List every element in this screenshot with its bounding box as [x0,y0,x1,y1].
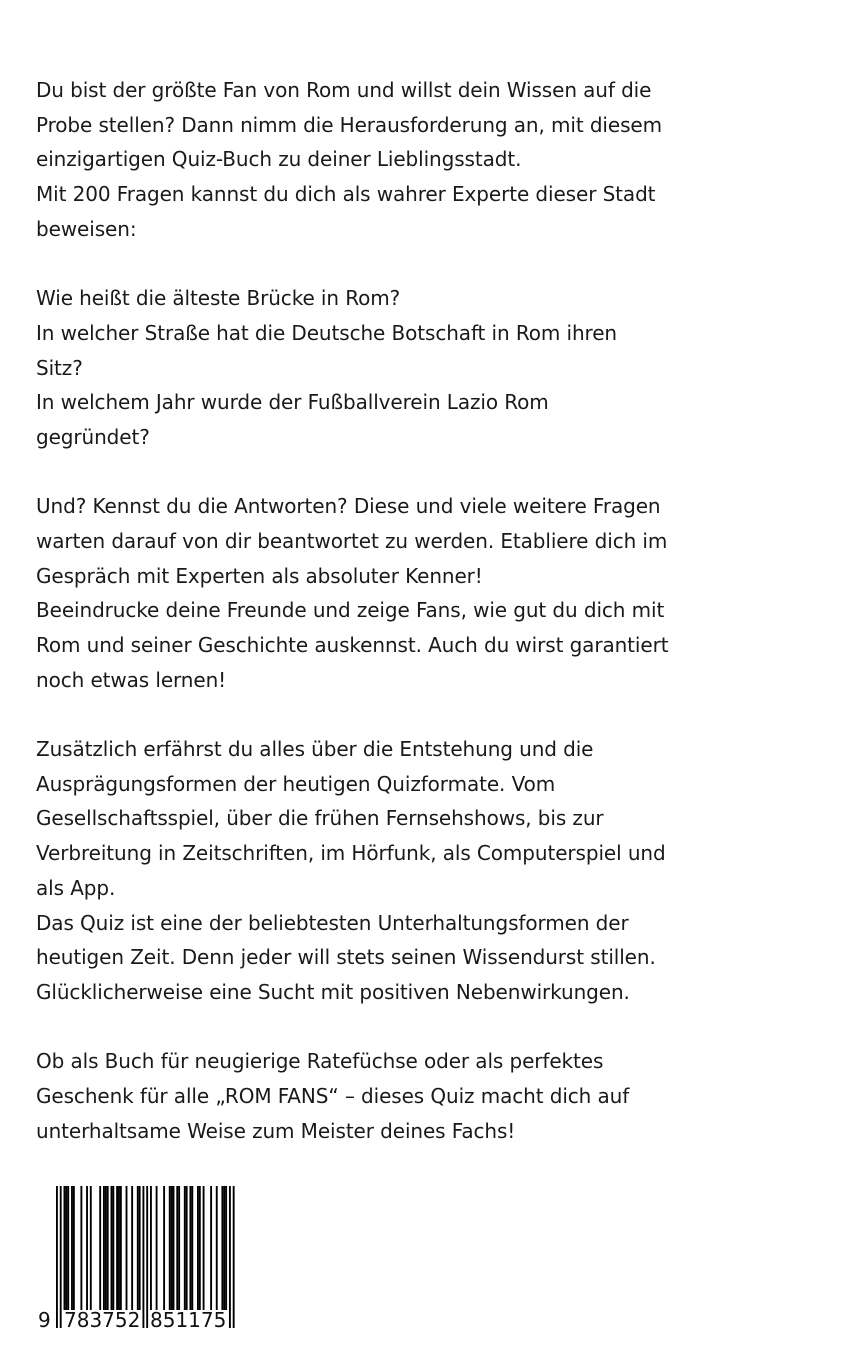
barcode-bars [56,1186,235,1328]
barcode-bar [67,1186,69,1310]
barcode-bar [71,1186,73,1310]
barcode-bar [107,1186,109,1310]
description-line: Probe stellen? Dann nimm die Herausforderung an, mit diesem [36,112,662,137]
description-line: noch etwas lernen! [36,667,227,692]
barcode-bar [120,1186,122,1310]
barcode-bar [197,1186,199,1310]
barcode-bar [111,1186,113,1310]
isbn-barcode [36,1184,241,1334]
description-line: Geschenk für alle „ROM FANS“ – dieses Quiz macht dich auf [36,1083,630,1108]
barcode-bar [176,1186,178,1310]
barcode-bar [65,1186,67,1310]
description-line: als App. [36,875,116,900]
paragraph-spacer [36,455,636,490]
barcode-guard-bar [233,1186,235,1328]
description-line: In welchem Jahr wurde der Fußballverein Lazio Rom [36,390,549,415]
description-line: Das Quiz ist eine der beliebtesten Unterhaltungsformen der [36,910,629,935]
barcode-guard-bar [146,1186,148,1328]
barcode-bar [150,1186,152,1310]
description-line: Ausprägungsformen der heutigen Quizformate. Vom [36,771,556,796]
barcode-guard-bar [60,1186,62,1328]
description-line: Zusätzlich erfährst du alles über die Entstehung und die [36,737,594,762]
barcode-bar [163,1186,165,1310]
barcode-bar [139,1186,141,1310]
barcode-bar [221,1186,223,1310]
barcode-bar [103,1186,105,1310]
description-line: unterhaltsame Weise zum Meister deines Fachs! [36,1118,516,1143]
barcode-bar [223,1186,225,1310]
barcode-graphic [36,1184,241,1334]
barcode-bar [199,1186,201,1310]
description-line: Beeindrucke deine Freunde und zeige Fans, wie gut du dich mit [36,598,665,623]
barcode-bar [210,1186,212,1310]
barcode-bar [116,1186,118,1310]
description-line: Wie heißt die älteste Brücke in Rom? [36,286,401,311]
description-line: Gespräch mit Experten als absoluter Kenner! [36,563,483,588]
barcode-bar [171,1186,173,1310]
description-line: warten darauf von dir beantwortet zu werden. Etabliere dich im [36,528,668,553]
description-line: heutigen Zeit. Denn jeder will stets seinen Wissendurst stillen. [36,945,656,970]
barcode-bar [99,1186,101,1310]
barcode-bar [137,1186,139,1310]
paragraph-spacer [36,1010,636,1045]
description-line: Mit 200 Fragen kannst du dich als wahrer Experte dieser Stadt [36,182,656,207]
barcode-bar [86,1186,88,1310]
description-line: beweisen: [36,216,137,241]
barcode-bar [216,1186,218,1310]
description-line: Und? Kennst du die Antworten? Diese und viele weitere Fragen [36,494,661,519]
barcode-guard-bar [56,1186,58,1328]
barcode-bar [118,1186,120,1310]
barcode-guard-bar [142,1186,144,1328]
barcode-bar [90,1186,92,1310]
barcode-bar [73,1186,75,1310]
description-line: Ob als Buch für neugierige Ratefüchse oder als perfektes [36,1049,604,1074]
barcode-bar [186,1186,188,1310]
back-cover-description [36,73,669,1148]
barcode-bar [131,1186,133,1310]
barcode-bar [126,1186,128,1310]
barcode-bar [173,1186,175,1310]
description-line: Verbreitung in Zeitschriften, im Hörfunk, als Computerspiel und [36,841,666,866]
description-line: Glücklicherweise eine Sucht mit positiven Nebenwirkungen. [36,979,630,1004]
barcode-guard-bar [229,1186,231,1328]
barcode-bar [189,1186,191,1310]
barcode-right-digits: 851175 [150,1308,227,1332]
barcode-bar [191,1186,193,1310]
description-line: In welcher Straße hat die Deutsche Botschaft in Rom ihren [36,320,617,345]
barcode-bar [178,1186,180,1310]
barcode-lead-digit: 9 [38,1308,51,1332]
barcode-bar [105,1186,107,1310]
description-line: Rom und seiner Geschichte auskennst. Auch du wirst garantiert [36,633,669,657]
paragraph-spacer [36,246,636,281]
barcode-bar [169,1186,171,1310]
description-line: einzigartigen Quiz-Buch zu deiner Lieblingsstadt. [36,147,522,172]
description-line: Gesellschaftsspiel, über die frühen Fernsehshows, bis zur [36,806,604,831]
barcode-bar [156,1186,158,1310]
barcode-bar [64,1186,66,1310]
barcode-bar [80,1186,82,1310]
barcode-bar [112,1186,114,1310]
barcode-bar [225,1186,227,1310]
barcode-left-digits: 783752 [64,1308,141,1332]
description-line: Sitz? [36,355,83,380]
paragraph-spacer [36,697,636,732]
barcode-bar [184,1186,186,1310]
description-line: gegründet? [36,424,150,449]
description-line: Du bist der größte Fan von Rom und willst dein Wissen auf die [36,78,652,102]
barcode-bar [203,1186,205,1310]
